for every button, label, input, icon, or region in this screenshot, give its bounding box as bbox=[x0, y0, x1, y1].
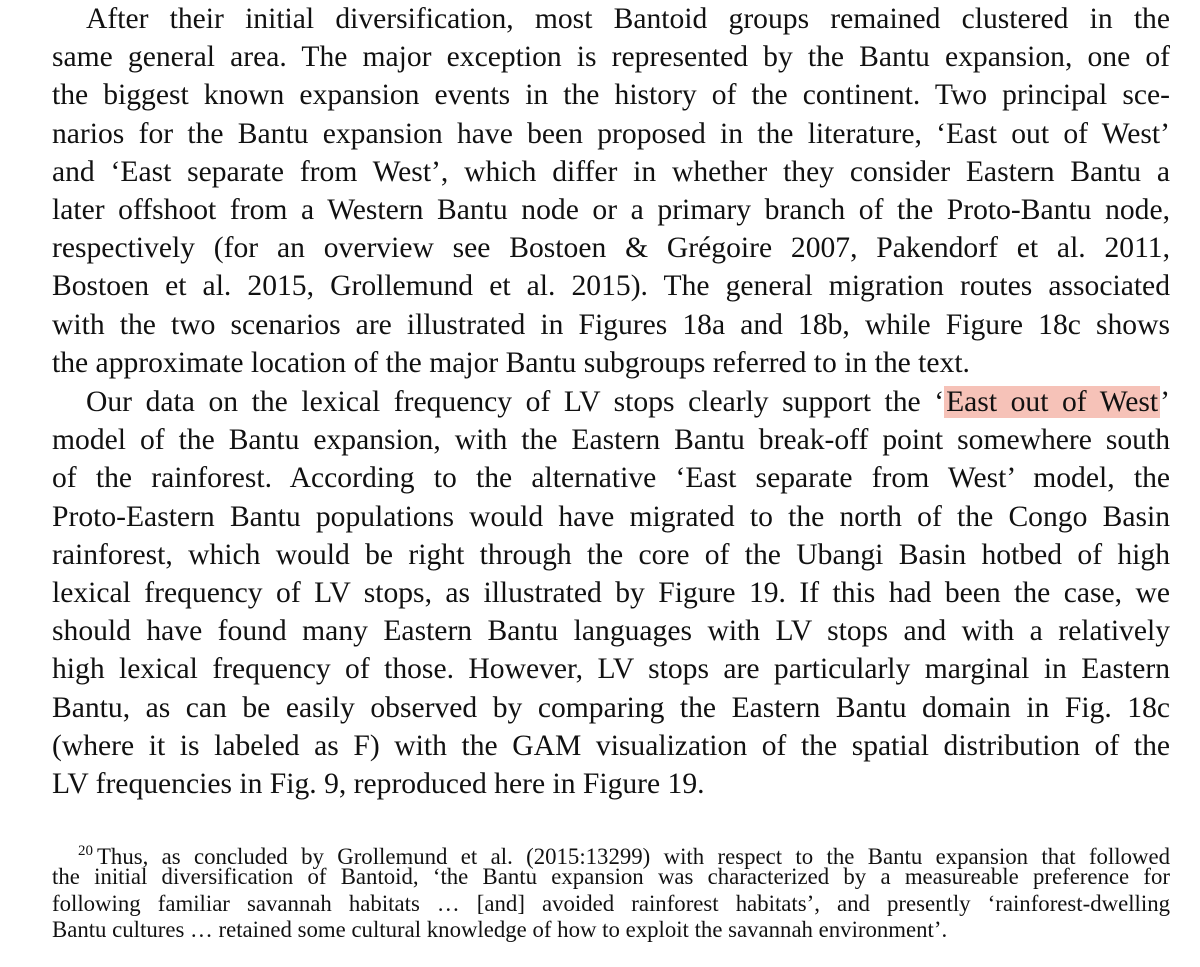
text-line: of the rainforest. According to the alternative ‘East separate from West’ model, the bbox=[52, 462, 1170, 495]
text-line: should have found many Eastern Bantu languages with LV stops and with a relatively bbox=[52, 615, 1170, 648]
text-line: the biggest known expansion events in the history of the continent. Two principal sce- bbox=[52, 79, 1170, 112]
text-line-with-highlight bbox=[52, 383, 1170, 421]
text-line: After their initial diversification, most Bantoid groups remained clustered in the bbox=[86, 3, 1170, 35]
text-segment: Our data on the lexical frequency of LV stops clearly support the ‘ bbox=[86, 386, 945, 418]
text-line: later offshoot from a Western Bantu node or a primary branch of the Proto-Bantu node, bbox=[52, 193, 1170, 226]
footnote-line bbox=[52, 838, 1170, 869]
text-line: and ‘East separate from West’, which differ in whether they consider Eastern Bantu a bbox=[52, 155, 1170, 188]
paragraph-1 bbox=[52, 0, 1170, 382]
footnote bbox=[52, 838, 1170, 944]
text-line: model of the Bantu expansion, with the Eastern Bantu break-off point somewhere south bbox=[52, 424, 1170, 457]
text-line: LV frequencies in Fig. 9, reproduced here in Figure 19. bbox=[52, 767, 705, 800]
footnote-line: the initial diversification of Bantoid, ‘the Bantu expansion was characterized by a measureable preference for bbox=[52, 864, 1170, 890]
text-line: rainforest, which would be right through the core of the Ubangi Basin hotbed of high bbox=[52, 538, 1170, 571]
footnote-line: following familiar savannah habitats … [and] avoided rainforest habitats’, and presently ‘rainforest-dwelling bbox=[52, 890, 1170, 916]
footnote-number: 20 bbox=[78, 843, 93, 859]
text-line: narios for the Bantu expansion have been proposed in the literature, ‘East out of West’ bbox=[52, 117, 1170, 150]
footnote-line: Bantu cultures … retained some cultural knowledge of how to exploit the savannah environment’. bbox=[52, 917, 948, 943]
text-line: with the two scenarios are illustrated in Figures 18a and 18b, while Figure 18c shows bbox=[52, 308, 1170, 341]
text-line: Bostoen et al. 2015, Grollemund et al. 2015). The general migration routes associated bbox=[52, 270, 1170, 303]
paragraph-2 bbox=[52, 383, 1170, 803]
text-line: respectively (for an overview see Bostoen & Grégoire 2007, Pakendorf et al. 2011, bbox=[52, 232, 1170, 265]
text-line: same general area. The major exception is represented by the Bantu expansion, one of bbox=[52, 41, 1170, 74]
text-line: lexical frequency of LV stops, as illustrated by Figure 19. If this had been the case, we bbox=[52, 576, 1170, 609]
highlighted-text[interactable]: East out of West bbox=[946, 386, 1159, 418]
text-line: Bantu, as can be easily observed by comparing the Eastern Bantu domain in Fig. 18c bbox=[52, 691, 1170, 724]
footnote-text: Thus, as concluded by Grollemund et al. (2015:13299) with respect to the Bantu expansion that followed bbox=[97, 844, 1170, 869]
text-line: Proto-Eastern Bantu populations would have migrated to the north of the Congo Basin bbox=[52, 500, 1170, 533]
text-line: (where it is labeled as F) with the GAM visualization of the spatial distribution of the bbox=[52, 729, 1170, 762]
text-line: high lexical frequency of those. However, LV stops are particularly marginal in Eastern bbox=[52, 653, 1170, 686]
text-segment: ’ bbox=[1160, 386, 1170, 418]
text-line: the approximate location of the major Bantu subgroups referred to in the text. bbox=[52, 346, 970, 379]
